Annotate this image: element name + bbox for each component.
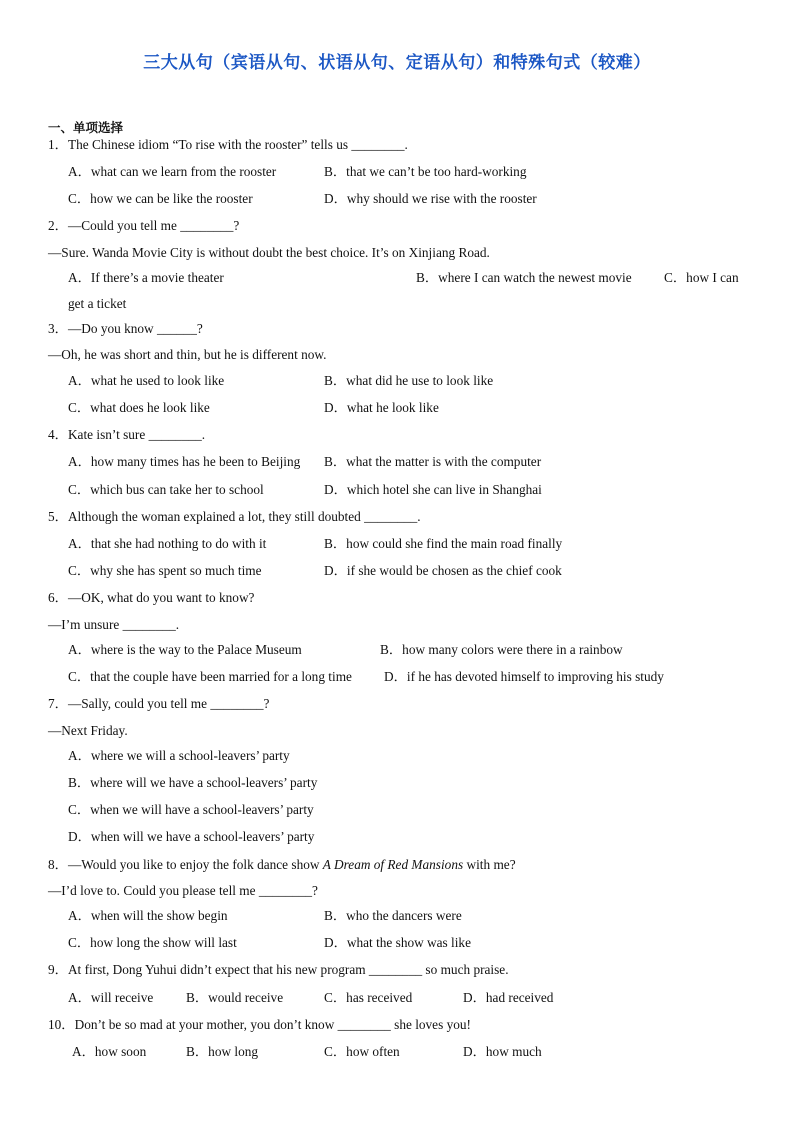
question-10-option-b: B．how long bbox=[186, 1044, 259, 1059]
question-1-option-c: C．how we can be like the rooster bbox=[68, 191, 253, 206]
question-10-option-c: C．how often bbox=[324, 1044, 400, 1059]
question-4-option-d: D．which hotel she can live in Shanghai bbox=[324, 482, 542, 497]
question-10-option-a: A．how soon bbox=[72, 1044, 147, 1059]
question-9-option-b: B．would receive bbox=[186, 990, 284, 1005]
question-8-reply: —I’d love to. Could you please tell me ________? bbox=[48, 883, 318, 898]
question-7-stem: 7．—Sally, could you tell me ________? bbox=[48, 696, 270, 711]
question-7-option-c: C．when we will have a school-leavers’ party bbox=[68, 802, 314, 817]
question-5-option-b: B．how could she find the main road finally bbox=[324, 536, 563, 551]
question-6-option-c: C．that the couple have been married for a long time bbox=[68, 669, 352, 684]
question-6-option-d: D．if he has devoted himself to improving his study bbox=[384, 669, 664, 684]
question-6-option-b: B．how many colors were there in a rainbow bbox=[380, 642, 623, 657]
question-7-option-b: B．where will we have a school-leavers’ party bbox=[68, 775, 318, 790]
question-5-option-d: D．if she would be chosen as the chief cook bbox=[324, 563, 562, 578]
question-2-stem: 2．—Could you tell me ________? bbox=[48, 218, 240, 233]
question-8-option-b: B．who the dancers were bbox=[324, 908, 462, 923]
question-4-stem: 4．Kate isn’t sure ________. bbox=[48, 427, 206, 442]
question-3-option-c: C．what does he look like bbox=[68, 400, 210, 415]
question-6-option-a: A．where is the way to the Palace Museum bbox=[68, 642, 302, 657]
question-9-option-c: C．has received bbox=[324, 990, 413, 1005]
question-8-stem bbox=[48, 857, 516, 873]
question-4-option-c: C．which bus can take her to school bbox=[68, 482, 264, 497]
question-3-reply: —Oh, he was short and thin, but he is different now. bbox=[48, 347, 327, 362]
question-10-option-d: D．how much bbox=[463, 1044, 542, 1059]
question-8-stem-end: with me? bbox=[463, 857, 516, 872]
question-2-option-c: C．how I can bbox=[664, 270, 739, 285]
question-8-show-title: A Dream of Red Mansions bbox=[322, 857, 464, 872]
question-8-stem-start: 8．—Would you like to enjoy the folk dance show bbox=[48, 857, 323, 872]
question-7-option-a: A．where we will a school-leavers’ party bbox=[68, 748, 290, 763]
question-2-option-a: A．If there’s a movie theater bbox=[68, 270, 224, 285]
question-9-stem: 9．At first, Dong Yuhui didn’t expect that his new program ________ so much praise. bbox=[48, 962, 509, 977]
question-1-option-d: D．why should we rise with the rooster bbox=[324, 191, 537, 206]
question-2-option-b: B．where I can watch the newest movie bbox=[416, 270, 632, 285]
question-4-option-b: B．what the matter is with the computer bbox=[324, 454, 542, 469]
question-8-option-d: D．what the show was like bbox=[324, 935, 471, 950]
question-8-option-c: C．how long the show will last bbox=[68, 935, 237, 950]
question-1-option-b: B．that we can’t be too hard-working bbox=[324, 164, 527, 179]
question-8-option-a: A．when will the show begin bbox=[68, 908, 228, 923]
question-1-option-a: A．what can we learn from the rooster bbox=[68, 164, 277, 179]
question-5-option-a: A．that she had nothing to do with it bbox=[68, 536, 267, 551]
question-2-option-c-continued: get a ticket bbox=[68, 296, 127, 311]
question-10-stem: 10．Don’t be so mad at your mother, you don’t know ________ she loves you! bbox=[48, 1017, 471, 1032]
question-3-option-d: D．what he look like bbox=[324, 400, 439, 415]
page-title: 三大从句（宾语从句、状语从句、定语从句）和特殊句式（较难） bbox=[143, 53, 651, 73]
question-1-stem: 1．The Chinese idiom “To rise with the rooster” tells us ________. bbox=[48, 137, 408, 152]
question-9-option-d: D．had received bbox=[463, 990, 554, 1005]
question-7-option-d: D．when will we have a school-leavers’ party bbox=[68, 829, 315, 844]
question-5-option-c: C．why she has spent so much time bbox=[68, 563, 262, 578]
question-6-stem: 6．—OK, what do you want to know? bbox=[48, 590, 255, 605]
question-3-stem: 3．—Do you know ______? bbox=[48, 321, 203, 336]
question-3-option-a: A．what he used to look like bbox=[68, 373, 225, 388]
question-2-reply: —Sure. Wanda Movie City is without doubt the best choice. It’s on Xinjiang Road. bbox=[48, 245, 490, 260]
question-6-reply: —I’m unsure ________. bbox=[48, 617, 180, 632]
question-7-reply: —Next Friday. bbox=[48, 723, 128, 738]
question-3-option-b: B．what did he use to look like bbox=[324, 373, 494, 388]
question-9-option-a: A．will receive bbox=[68, 990, 154, 1005]
section-heading: 一、单项选择 bbox=[48, 120, 124, 135]
question-4-option-a: A．how many times has he been to Beijing bbox=[68, 454, 301, 469]
question-5-stem: 5．Although the woman explained a lot, they still doubted ________. bbox=[48, 509, 421, 524]
